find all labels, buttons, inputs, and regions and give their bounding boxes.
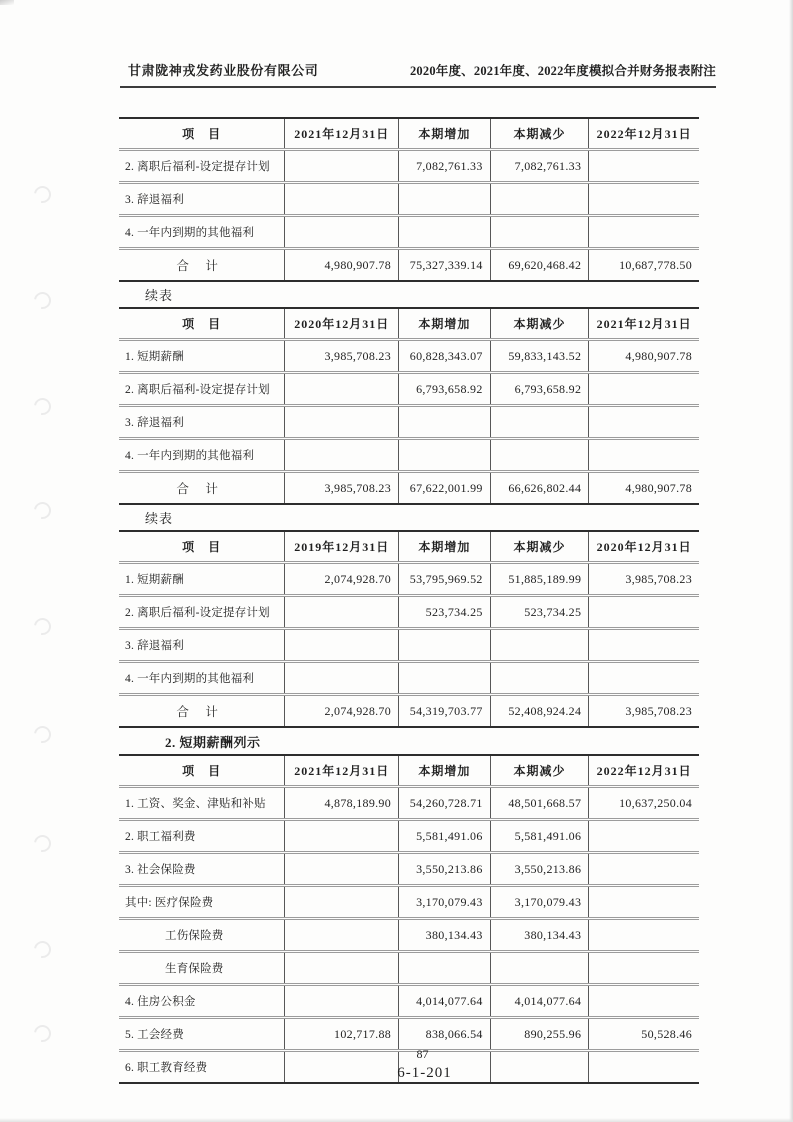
column-header: 本期减少 xyxy=(490,308,589,340)
cell-value xyxy=(285,183,399,216)
page-number: 87 xyxy=(416,1047,429,1061)
cell-value xyxy=(399,439,491,472)
cell-value xyxy=(589,406,699,439)
cell-value xyxy=(285,216,399,249)
header-row xyxy=(119,308,699,340)
cell-value: 5,581,491.06 xyxy=(399,820,491,853)
table-row xyxy=(119,596,699,629)
cell-value xyxy=(589,596,699,629)
row-label: 1. 短期薪酬 xyxy=(125,351,184,363)
total-row xyxy=(119,472,699,505)
continued-table-label: 续表 xyxy=(145,288,174,303)
cell-value: 10,687,778.50 xyxy=(589,249,699,282)
row-label: 4. 一年内到期的其他福利 xyxy=(119,662,285,695)
cell-value: 52,408,924.24 xyxy=(490,695,589,728)
cell-value xyxy=(589,183,699,216)
cell-value xyxy=(490,662,589,695)
column-header: 本期增加 xyxy=(399,118,491,150)
row-label: 2. 职工福利费 xyxy=(119,820,285,853)
cell-value: 2,074,928.70 xyxy=(285,695,399,728)
document-footer xyxy=(0,1047,793,1082)
cell-value xyxy=(399,406,491,439)
scan-right-edge xyxy=(789,0,793,1122)
table-row xyxy=(119,373,699,406)
row-label: 1. 短期薪酬 xyxy=(125,574,184,586)
row-label: 6. 职工教育经费 xyxy=(119,1051,285,1084)
column-header: 2021年12月31日 xyxy=(285,755,399,787)
report-title: 2020年度、2021年度、2022年度模拟合并财务报表附注 xyxy=(409,64,716,78)
cell-value: 67,622,001.99 xyxy=(399,472,491,505)
continued-table-label: 续表 xyxy=(145,511,174,526)
cell-value: 4,980,907.78 xyxy=(589,472,699,505)
column-header: 本期增加 xyxy=(399,755,491,787)
total-row xyxy=(119,249,699,282)
table-row xyxy=(119,216,699,249)
tables-container xyxy=(119,117,699,1084)
cell-value: 3,170,079.43 xyxy=(399,886,491,919)
column-header: 2020年12月31日 xyxy=(285,308,399,340)
cell-value xyxy=(589,952,699,985)
cell-value: 890,255.96 xyxy=(490,1018,589,1051)
compensation-table-section-2 xyxy=(119,288,699,505)
cell-value: 4,980,907.78 xyxy=(285,249,399,282)
scan-corner-smudge xyxy=(0,0,14,5)
table-row xyxy=(119,820,699,853)
column-header: 项 目 xyxy=(119,118,285,150)
table-row xyxy=(119,787,699,820)
cell-value: 838,066.54 xyxy=(399,1018,491,1051)
cell-value xyxy=(399,952,491,985)
section-heading: 2. 短期薪酬列示 xyxy=(165,735,261,750)
cell-value xyxy=(490,406,589,439)
row-label: 合 计 xyxy=(119,695,285,728)
binding-hole-mark xyxy=(31,723,55,747)
cell-value xyxy=(285,886,399,919)
cell-value: 6,793,658.92 xyxy=(490,373,589,406)
row-label: 其中: 医疗保险费 xyxy=(119,886,285,919)
cell-value: 4,878,189.90 xyxy=(285,787,399,820)
binding-hole-mark xyxy=(31,183,55,207)
row-label: 合 计 xyxy=(119,472,285,505)
column-header: 2019年12月31日 xyxy=(285,531,399,563)
table-row xyxy=(119,150,699,183)
column-header: 2022年12月31日 xyxy=(589,118,699,150)
employee-benefits-table xyxy=(119,530,699,728)
table-row xyxy=(119,985,699,1018)
header-row xyxy=(119,118,699,150)
table-row xyxy=(119,1018,699,1051)
cell-value xyxy=(589,373,699,406)
cell-value: 10,637,250.04 xyxy=(589,787,699,820)
row-label: 4. 一年内到期的其他福利 xyxy=(119,216,285,249)
header-row xyxy=(119,531,699,563)
table-row xyxy=(119,919,699,952)
cell-value: 102,717.88 xyxy=(285,1018,399,1051)
row-label: 合 计 xyxy=(119,249,285,282)
cell-value: 2,074,928.70 xyxy=(285,563,399,596)
employee-benefits-table xyxy=(119,307,699,505)
binding-hole-mark xyxy=(31,1022,55,1046)
table-row xyxy=(119,629,699,662)
cell-value xyxy=(285,439,399,472)
cell-value xyxy=(399,662,491,695)
cell-value xyxy=(285,952,399,985)
cell-value: 4,014,077.64 xyxy=(490,985,589,1018)
cell-value: 75,327,339.14 xyxy=(399,249,491,282)
cell-value: 54,260,728.71 xyxy=(399,787,491,820)
cell-value: 53,795,969.52 xyxy=(399,563,491,596)
cell-value xyxy=(285,373,399,406)
row-label: 3. 辞退福利 xyxy=(119,406,285,439)
cell-value xyxy=(285,985,399,1018)
cell-value xyxy=(589,820,699,853)
cell-value: 3,985,708.23 xyxy=(285,340,399,373)
compensation-table-section-3 xyxy=(119,511,699,728)
cell-value: 3,985,708.23 xyxy=(285,472,399,505)
cell-value: 48,501,668.57 xyxy=(490,787,589,820)
column-header: 项 目 xyxy=(119,755,285,787)
cell-value xyxy=(285,919,399,952)
cell-value: 66,626,802.44 xyxy=(490,472,589,505)
employee-benefits-table xyxy=(119,117,699,282)
cell-value: 6,793,658.92 xyxy=(399,373,491,406)
column-header: 2020年12月31日 xyxy=(589,531,699,563)
cell-value: 51,885,189.99 xyxy=(490,563,589,596)
cell-value: 60,828,343.07 xyxy=(399,340,491,373)
table-row xyxy=(119,952,699,985)
compensation-table-section-4 xyxy=(119,735,699,1084)
row-label: 2. 离职后福利-设定提存计划 xyxy=(119,596,285,629)
row-label: 4. 一年内到期的其他福利 xyxy=(119,439,285,472)
cell-value: 3,985,708.23 xyxy=(589,563,699,596)
cell-value xyxy=(285,820,399,853)
row-label: 工伤保险费 xyxy=(119,919,285,952)
cell-value xyxy=(399,216,491,249)
cell-value: 380,134.43 xyxy=(490,919,589,952)
cell-value: 69,620,468.42 xyxy=(490,249,589,282)
table-row xyxy=(119,853,699,886)
compensation-table-section-1 xyxy=(119,117,699,282)
column-header: 本期减少 xyxy=(490,118,589,150)
row-label: 4. 住房公积金 xyxy=(119,985,285,1018)
cell-value: 54,319,703.77 xyxy=(399,695,491,728)
row-label: 3. 辞退福利 xyxy=(119,629,285,662)
cell-value xyxy=(285,596,399,629)
cell-value: 7,082,761.33 xyxy=(399,150,491,183)
cell-value: 3,170,079.43 xyxy=(490,886,589,919)
cell-value xyxy=(285,629,399,662)
column-header: 本期增加 xyxy=(399,531,491,563)
cell-value: 4,014,077.64 xyxy=(399,985,491,1018)
cell-value xyxy=(285,853,399,886)
cell-value: 7,082,761.33 xyxy=(490,150,589,183)
row-label: 2. 离职后福利-设定提存计划 xyxy=(119,373,285,406)
row-label: 2. 离职后福利-设定提存计划 xyxy=(125,161,270,173)
cell-value: 4,980,907.78 xyxy=(589,340,699,373)
cell-value: 50,528.46 xyxy=(589,1018,699,1051)
table-row xyxy=(119,662,699,695)
cell-value xyxy=(589,629,699,662)
cell-value xyxy=(490,439,589,472)
table-row xyxy=(119,340,699,373)
table-row xyxy=(119,886,699,919)
cell-value xyxy=(285,406,399,439)
cell-value xyxy=(589,150,699,183)
cell-value xyxy=(589,216,699,249)
row-label: 1. 工资、奖金、津贴和补贴 xyxy=(125,798,266,810)
document-code: 6-1-201 xyxy=(397,1065,452,1081)
cell-value xyxy=(589,985,699,1018)
cell-value: 3,550,213.86 xyxy=(399,853,491,886)
cell-value: 3,985,708.23 xyxy=(589,695,699,728)
column-header: 项 目 xyxy=(119,308,285,340)
header-row xyxy=(119,755,699,787)
row-label: 5. 工会经费 xyxy=(119,1018,285,1051)
company-name: 甘肃陇神戎发药业股份有限公司 xyxy=(128,63,319,78)
cell-value: 5,581,491.06 xyxy=(490,820,589,853)
cell-value xyxy=(285,150,399,183)
column-header: 2022年12月31日 xyxy=(589,755,699,787)
cell-value: 380,134.43 xyxy=(399,919,491,952)
binding-hole-mark xyxy=(31,395,55,419)
cell-value xyxy=(490,216,589,249)
employee-benefits-table xyxy=(119,754,699,1084)
document-header xyxy=(120,60,716,88)
cell-value: 59,833,143.52 xyxy=(490,340,589,373)
row-label: 3. 社会保险费 xyxy=(119,853,285,886)
row-label: 生育保险费 xyxy=(119,952,285,985)
table-row xyxy=(119,406,699,439)
column-header: 2021年12月31日 xyxy=(589,308,699,340)
binding-hole-mark xyxy=(31,289,55,313)
scan-bottom-edge xyxy=(0,1118,793,1122)
column-header: 本期增加 xyxy=(399,308,491,340)
cell-value xyxy=(589,439,699,472)
column-header: 本期减少 xyxy=(490,531,589,563)
total-row xyxy=(119,695,699,728)
binding-hole-mark xyxy=(31,499,55,523)
cell-value xyxy=(285,662,399,695)
table-row xyxy=(119,439,699,472)
cell-value: 523,734.25 xyxy=(399,596,491,629)
binding-hole-mark xyxy=(31,832,55,856)
cell-value xyxy=(589,662,699,695)
table-row xyxy=(119,183,699,216)
column-header: 本期减少 xyxy=(490,755,589,787)
cell-value xyxy=(490,629,589,662)
cell-value xyxy=(589,853,699,886)
binding-hole-mark xyxy=(31,615,55,639)
cell-value: 523,734.25 xyxy=(490,596,589,629)
table-row xyxy=(119,563,699,596)
cell-value xyxy=(589,886,699,919)
cell-value xyxy=(490,952,589,985)
column-header: 2021年12月31日 xyxy=(285,118,399,150)
cell-value: 3,550,213.86 xyxy=(490,853,589,886)
column-header: 项 目 xyxy=(119,531,285,563)
row-label: 3. 辞退福利 xyxy=(119,183,285,216)
cell-value xyxy=(399,183,491,216)
cell-value xyxy=(399,629,491,662)
cell-value xyxy=(589,919,699,952)
cell-value xyxy=(490,183,589,216)
binding-hole-mark xyxy=(31,938,55,962)
